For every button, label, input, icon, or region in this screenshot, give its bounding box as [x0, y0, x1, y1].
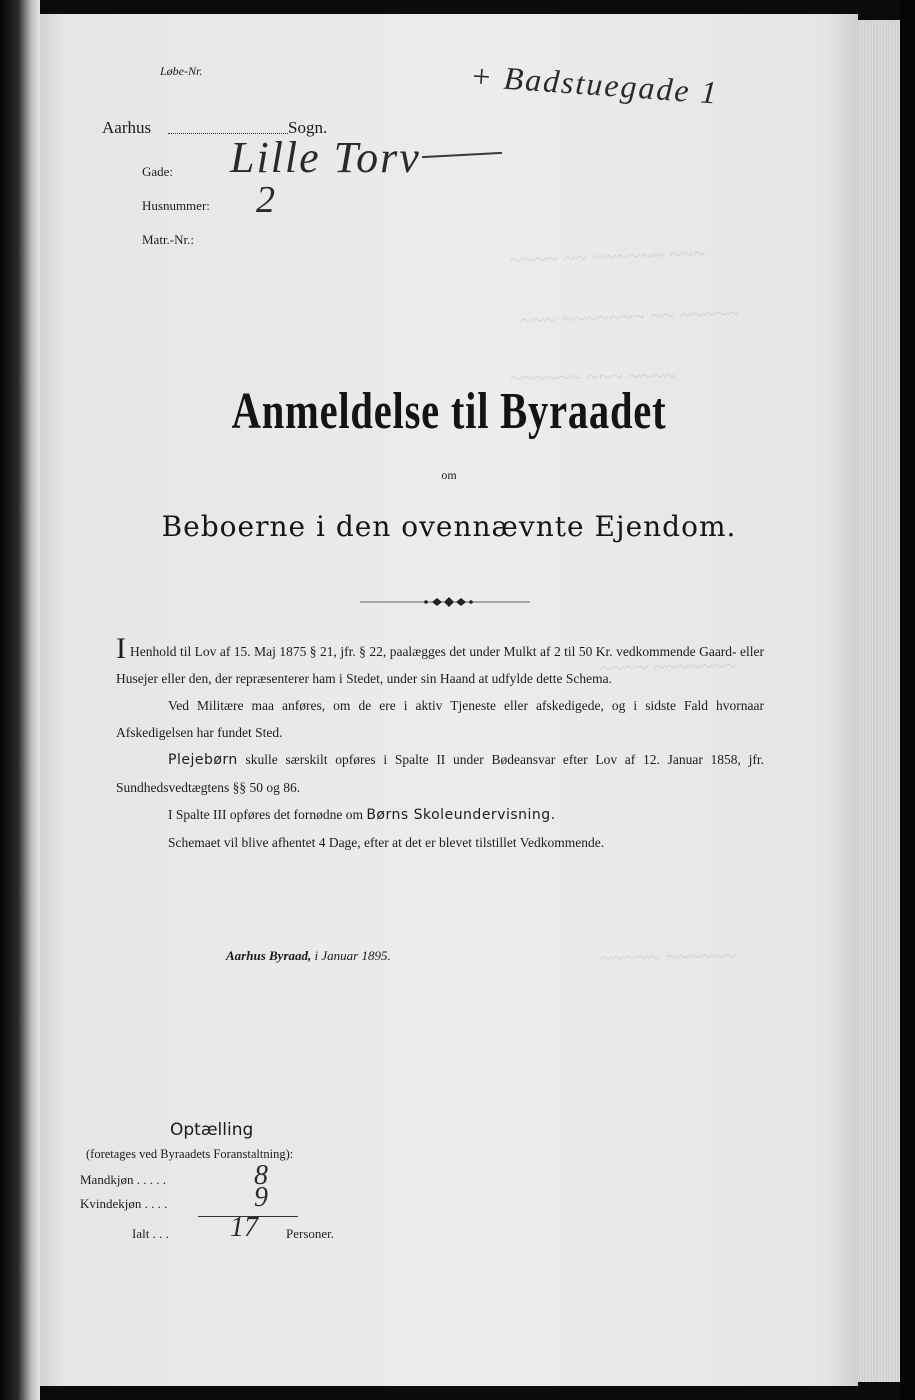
instruction-paragraph: [116, 632, 764, 692]
city-label: Aarhus: [102, 118, 152, 137]
bleed-through-decoration: ~~~~ ~~ ~~~~~~ ~~~: [509, 240, 706, 273]
ornament-divider: [360, 592, 530, 612]
mandkjon-value: 8: [254, 1160, 268, 1191]
optaelling-subtitle: (foretages ved Byraadets Foranstaltning):: [86, 1147, 294, 1161]
husnummer-handwritten-value: 2: [256, 179, 277, 221]
gade-label: Gade:: [142, 164, 174, 179]
census-form-page: [40, 14, 858, 1386]
handwritten-flourish: [422, 152, 502, 158]
issuer-signature-line: [226, 948, 391, 964]
matr-nr-label: Matr.-Nr.:: [142, 232, 194, 247]
page-edges: [858, 20, 902, 1382]
instruction-text: Henhold til Lov af 15. Maj 1875 § 21, jfr. § 22, paalægges det under Mulkt af 2 til 50 Kr. vedkommende Gaard- eller Husejer eller den, der repræsenterer ham i Stedet, under sin Haand at udfylde dette Schema.: [116, 644, 764, 686]
emphasis-skoleundervisning: Børns Skoleundervisning.: [366, 807, 556, 823]
instruction-paragraph: [116, 801, 764, 829]
instruction-text: Schemaet vil blive afhentet 4 Dage, efter at det er blevet tilstillet Vedkommende.: [168, 835, 605, 850]
ialt-value: 17: [230, 1212, 258, 1243]
kvindekjon-label: Kvindekjøn . . . .: [80, 1196, 168, 1211]
mandkjon-label: Mandkjøn . . . . .: [80, 1172, 166, 1187]
gade-handwritten-value: Lille Torv: [230, 133, 421, 182]
optaelling-title: Optælling: [170, 1120, 254, 1140]
bleed-through-decoration: ~~~~ ~~~~~~~: [599, 652, 737, 681]
instruction-paragraph: [116, 829, 764, 856]
drop-cap: I: [116, 632, 126, 665]
instruction-paragraph: [116, 692, 764, 746]
handwritten-top-annotation: + Badstuegade 1: [469, 57, 720, 111]
instruction-paragraph: [116, 746, 764, 801]
instructions-body: [116, 632, 765, 856]
instruction-text: I Spalte III opføres det fornødne om: [168, 807, 363, 822]
issuer-name: Aarhus Byraad,: [226, 948, 312, 963]
page-edge-shadow: [900, 0, 915, 1400]
kvindekjon-value: 9: [254, 1182, 268, 1213]
document-title: Anmeldelse til Byraadet: [231, 383, 667, 440]
bleed-through-decoration: ~~~~~~ ~~~ ~~~~: [509, 362, 676, 391]
instruction-text: skulle særskilt opføres i Spalte II under Bødeansvar efter Lov af 12. Januar 1858, jfr. Sundhedsvedtægtens §§ 50 og 86.: [116, 752, 765, 795]
instruction-text: Ved Militære maa anføres, om de ere i aktiv Tjeneste eller afskedigede, og i sidste Fald hvornaar Afskedigelsen har fundet Sted.: [116, 698, 764, 740]
issue-date: i Januar 1895.: [314, 948, 391, 963]
husnummer-label: Husnummer:: [142, 198, 210, 213]
book-binding: [0, 0, 40, 1400]
ialt-label: Ialt . . .: [132, 1226, 169, 1241]
document-subtitle: Beboerne i den ovennævnte Ejendom.: [161, 510, 737, 543]
emphasis-plejeborn: Plejebørn: [168, 752, 238, 768]
lobe-nr-label: Løbe-Nr.: [160, 64, 203, 78]
title-connector: om: [441, 468, 457, 482]
bleed-through-decoration: ~~~ ~~~~~~~ ~~ ~~~~~: [519, 300, 740, 333]
sogn-label: Sogn.: [288, 118, 328, 137]
personer-suffix: Personer.: [286, 1226, 335, 1241]
bleed-through-decoration: ~~~~~ ~~~~~~: [599, 942, 737, 971]
